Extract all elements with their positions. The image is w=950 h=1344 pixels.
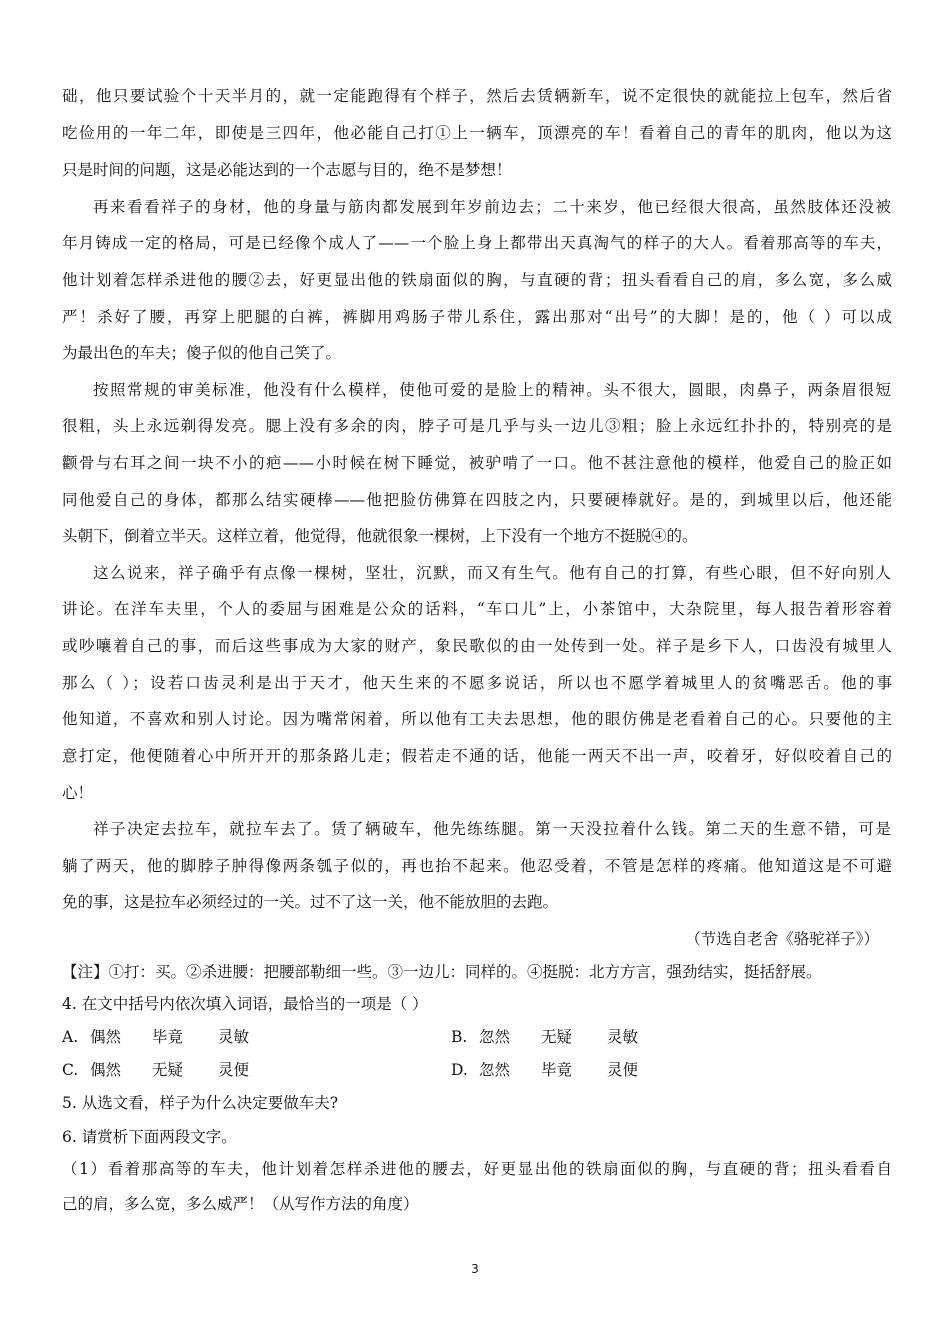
passage-line: 头朝下，倒着立半天。这样立着，他觉得，他就很象一棵树，上下没有一个地方不挺脱④的。 bbox=[62, 527, 698, 545]
passage-line: 祥子决定去拉车，就拉车去了。赁了辆破车，他先练练腿。第一天没拉着什么钱。第二天的生意不错，可是 bbox=[93, 820, 891, 838]
passage-line: 只是时间的问题，这是必能达到的一个志愿与目的，绝不是梦想！ bbox=[62, 161, 512, 179]
option-b: B. 忽然 无疑 灵敏 bbox=[451, 1028, 639, 1046]
option-d: D. 忽然 毕竟 灵便 bbox=[451, 1061, 639, 1079]
passage-source: （节选自老舍《骆驼祥子》） bbox=[685, 930, 879, 948]
passage-line: 躺了两天，他的脚脖子肿得像两条瓠子似的，再也抬不起来。他忍受着，不管是怎样的疼痛。他知道这是不可避 bbox=[62, 857, 892, 875]
option-a: A. 偶然 毕竟 灵敏 bbox=[62, 1028, 250, 1046]
question-4-stem: 4. 在文中括号内依次填入词语，最恰当的一项是（ ） bbox=[62, 995, 428, 1013]
passage-line: 年月铸成一定的格局，可是已经像个成人了——一个脸上身上都带出天真淘气的样子的大人。看着那高等的车夫， bbox=[62, 234, 892, 252]
passage-line: 心！ bbox=[62, 784, 94, 802]
passage-line: 很粗，头上永远剃得发亮。腮上没有多余的肉，脖子可是几乎与头一边儿③粗；脸上永远红扑扑的，特别亮的是 bbox=[62, 417, 892, 435]
passage-line: 严！杀好了腰，再穿上肥腿的白裤，裤脚用鸡肠子带儿系住，露出那对“出号”的大脚！是的，他（ ）可以成 bbox=[62, 308, 892, 326]
passage-line: 按照常规的审美标准，他没有什么模样，使他可爱的是脸上的精神。头不很大，圆眼，肉鼻子，两条眉很短 bbox=[93, 381, 891, 399]
passage-line: 为最出色的车夫；傻子似的他自己笑了。 bbox=[62, 344, 342, 362]
passage-line: 意打定，他便随着心中所开开的那条路儿走；假若走不通的话，他能一两天不出一声，咬着牙，好似咬着自己的 bbox=[62, 747, 892, 765]
question-6: 6. 请赏析下面两段文字。 bbox=[62, 1128, 237, 1146]
passage-line: 颧骨与右耳之间一块不小的疤——小时候在树下睡觉，被驴啃了一口。他不甚注意他的模样，他爱自己的脸正如 bbox=[62, 454, 892, 472]
question-5: 5. 从选文看，样子为什么决定要做车夫? bbox=[62, 1094, 339, 1112]
passage-line: 或吵嚷着自己的事，而后这些事成为大家的财产，象民歌似的由一处传到一处。祥子是乡下人，口齿没有城里人 bbox=[62, 637, 892, 655]
page-number: 3 bbox=[471, 1262, 479, 1276]
passage-line: 再来看看祥子的身材，他的身量与筋肉都发展到年岁前边去；二十来岁，他已经很大很高，虽然肢体还没被 bbox=[93, 198, 891, 216]
annotation-notes: 【注】①打：买。②杀进腰：把腰部勒细一些。③一边儿：同样的。④挺脱：北方方言，强劲结实，挺括舒展。 bbox=[62, 963, 822, 981]
passage-line: 这么说来，祥子确乎有点像一棵树，坚壮，沉默，而又有生气。他有自己的打算，有些心眼，但不好向别人 bbox=[93, 564, 891, 582]
passage-line: 他知道，不喜欢和别人讨论。因为嘴常闲着，所以他有工夫去思想，他的眼仿佛是老看着自己的心。只要他的主 bbox=[62, 710, 892, 728]
passage-line: 他计划着怎样杀进他的腰②去，好更显出他的铁扇面似的胸，与直硬的背；扭头看看自己的肩，多么宽，多么威 bbox=[62, 271, 892, 289]
question-6-part-1: 己的肩，多么宽，多么威严！（从写作方法的角度） bbox=[62, 1195, 419, 1213]
passage-line: 讲论。在洋车夫里，个人的委屈与困难是公众的话料，“车口儿”上，小茶馆中，大杂院里，每人报告着形容着 bbox=[62, 600, 892, 618]
question-6-part-1: （1）看着那高等的车夫，他计划着怎样杀进他的腰去，好更显出他的铁扇面似的胸，与直硬的背；扭头看看自 bbox=[62, 1160, 892, 1178]
option-c: C. 偶然 无疑 灵便 bbox=[62, 1061, 250, 1079]
passage-line: 那么（ ）；设若口齿灵利是出于天才，他天生来的不愿多说话，所以也不愿学着城里人的贫嘴恶舌。他的事 bbox=[62, 674, 892, 692]
passage-line: 免的事，这是拉车必须经过的一关。过不了这一关，他不能放胆的去跑。 bbox=[62, 893, 559, 911]
passage-line: 吃俭用的一年二年，即使是三四年，他必能自己打①上一辆车，顶漂亮的车！看着自己的青年的肌肉，他以为这 bbox=[62, 124, 892, 142]
passage-line: 同他爱自己的身体，都那么结实硬棒——他把脸仿佛算在四肢之内，只要硬棒就好。是的，到城里以后，他还能 bbox=[62, 491, 892, 509]
passage-line: 础，他只要试验个十天半月的，就一定能跑得有个样子，然后去赁辆新车，说不定很快的就能拉上包车，然后省 bbox=[62, 87, 892, 105]
